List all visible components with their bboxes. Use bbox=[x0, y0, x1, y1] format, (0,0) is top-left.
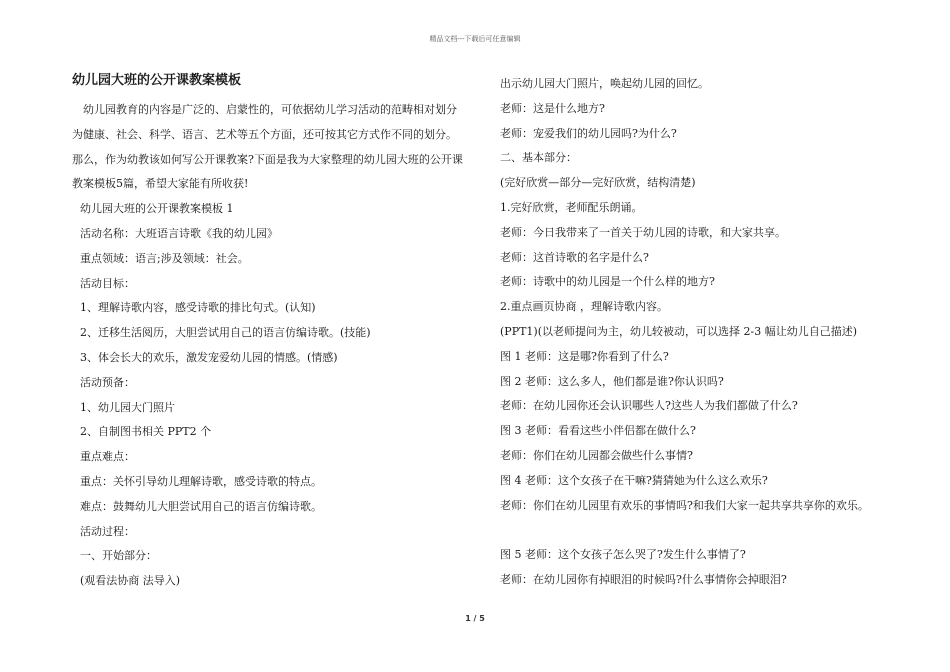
text-line: 活动过程： bbox=[80, 524, 135, 538]
document-title: 幼儿园大班的公开课教案模板 bbox=[72, 73, 242, 88]
text-line: 老师：这是什么地方? bbox=[500, 101, 605, 115]
text-line: 1.完好欣赏，老师配乐朗诵。 bbox=[500, 200, 643, 214]
text-line: 出示幼儿园大门照片，唤起幼儿园的回忆。 bbox=[500, 77, 709, 90]
left-column bbox=[72, 72, 464, 594]
text-line: 2、迁移生活阅历，大胆尝试用自己的语言仿编诗歌。(技能) bbox=[80, 326, 371, 340]
right-column bbox=[500, 72, 892, 593]
text-line: 活动预备： bbox=[80, 375, 135, 389]
text-line: 重点领域：语言;涉及领域：社会。 bbox=[80, 251, 249, 265]
text-line: (PPT1)(以老师提问为主，幼儿较被动，可以选择 2-3 幅让幼儿自己描述) bbox=[500, 324, 858, 338]
text-line: 3、体会长大的欢乐，激发宠爱幼儿园的情感。(情感) bbox=[80, 350, 338, 364]
text-line: 活动名称：大班语言诗歌《我的幼儿园》 bbox=[80, 226, 278, 240]
text-line: 老师：在幼儿园你还会认识哪些人?这些人为我们都做了什么? bbox=[500, 399, 798, 413]
text-line: 老师：你们在幼儿园都会做些什么事情? bbox=[500, 448, 693, 462]
text-line: 图 1 老师：这是哪?你看到了什么? bbox=[500, 349, 669, 363]
text-line: 老师：宠爱我们的幼儿园吗?为什么? bbox=[500, 126, 677, 140]
text-line: (完好欣赏—部分—完好欣赏，结构清楚) bbox=[500, 176, 696, 190]
text-line: 二、基本部分： bbox=[500, 151, 577, 165]
paragraph-gap bbox=[500, 518, 892, 543]
page-header: 精品文档---下载后可任意编辑 bbox=[429, 35, 521, 43]
text-line: 图 3 老师：看看这些小伴侣都在做什么? bbox=[500, 424, 696, 438]
text-line: 图 2 老师：这么多人，他们都是谁?你认识吗? bbox=[500, 374, 724, 388]
text-line: 2.重点画页协商 ，理解诗歌内容。 bbox=[500, 300, 668, 314]
text-line: 图 4 老师：这个女孩子在干嘛?猜猜她为什么这么欢乐? bbox=[500, 473, 768, 487]
text-line: 难点：鼓舞幼儿大胆尝试用自己的语言仿编诗歌。 bbox=[80, 499, 322, 513]
text-line: 1、幼儿园大门照片 bbox=[80, 400, 175, 414]
text-line: 活动目标： bbox=[80, 276, 135, 290]
page-number: 1 / 5 bbox=[465, 614, 485, 623]
intro-paragraph: 幼儿园教育的内容是广泛的、启蒙性的，可依据幼儿学习活动的范畴相对划分为健康、社会、科学、语言、艺术等五个方面，还可按其它方式作不同的划分。那么，作为幼教该如何写公开课教案?下面是我为大家整理的幼儿园大班的公开课教案模板5篇，希望大家能有所收获! bbox=[72, 103, 463, 191]
text-line: 一、开始部分： bbox=[80, 549, 157, 563]
text-line: 2、自制图书相关 PPT2 个 bbox=[80, 425, 212, 439]
text-line: 老师：今日我带来了一首关于幼儿园的诗歌，和大家共享。 bbox=[500, 225, 786, 239]
text-line: 老师：在幼儿园你有掉眼泪的时候吗?什么事情你会掉眼泪? bbox=[500, 572, 787, 586]
text-line: 老师：你们在幼儿园里有欢乐的事情吗?和我们大家一起共享共享你的欢乐。 bbox=[500, 498, 869, 512]
text-line: 重点：关怀引导幼儿理解诗歌，感受诗歌的特点。 bbox=[80, 474, 322, 488]
text-line: 老师：这首诗歌的名字是什么? bbox=[500, 250, 649, 264]
text-line: 1、理解诗歌内容，感受诗歌的排比句式。(认知) bbox=[80, 301, 316, 315]
text-line: (观看法协商 法导入) bbox=[80, 574, 181, 588]
text-line: 图 5 老师：这个女孩子怎么哭了?发生什么事情了? bbox=[500, 548, 746, 562]
text-line: 幼儿园大班的公开课教案模板 1 bbox=[80, 202, 234, 216]
text-line: 重点难点： bbox=[80, 450, 135, 464]
text-line: 老师：诗歌中的幼儿园是一个什么样的地方? bbox=[500, 275, 715, 289]
